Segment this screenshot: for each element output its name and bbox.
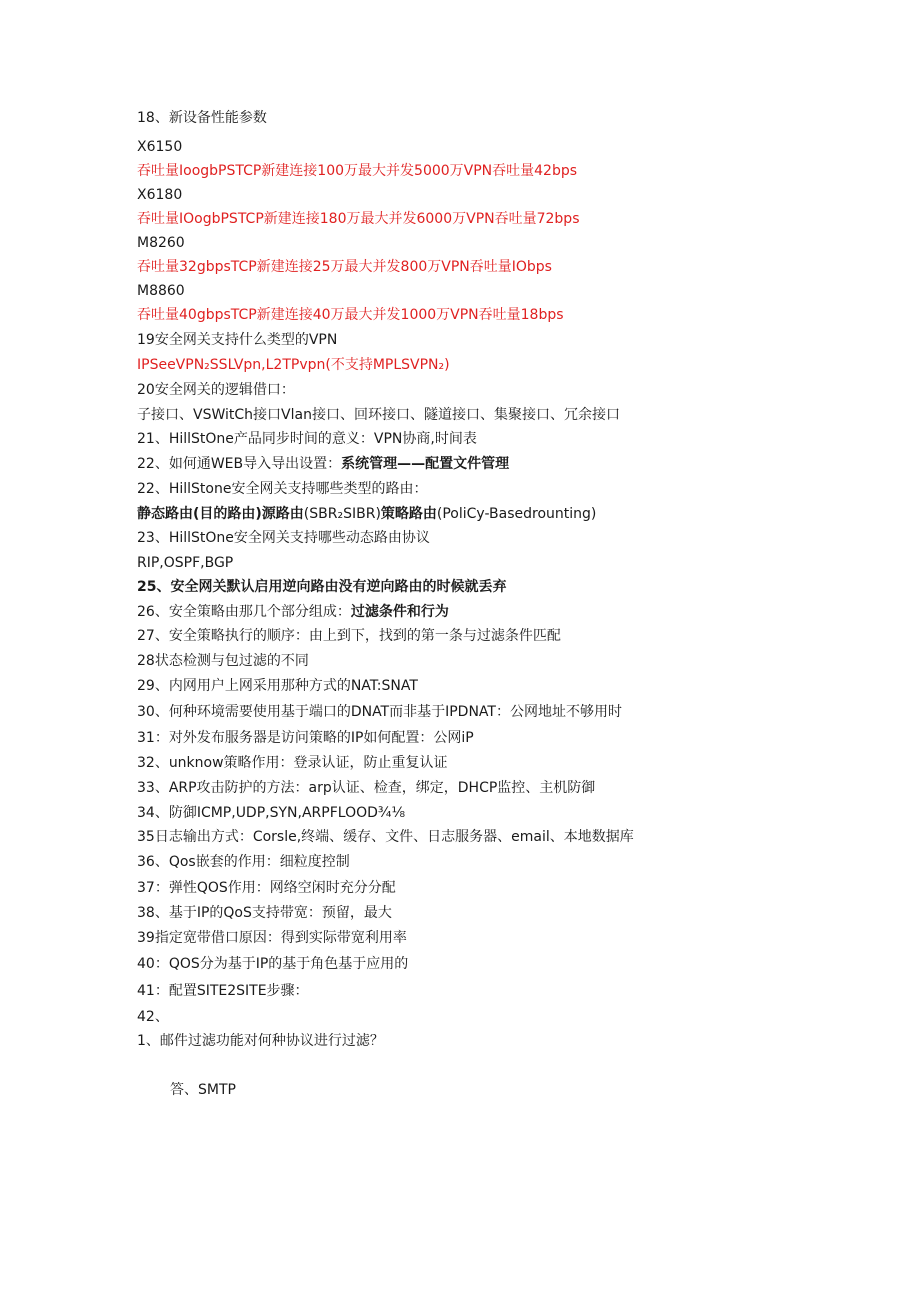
question-21: 21、HillStOne产品同步时间的意义：VPN协商,时间表 — [137, 431, 477, 447]
answer-19: IPSeeVPN₂SSLVpn,L2TPvpn(不支持MPLSVPN₂) — [137, 357, 450, 373]
question-23: 23、HillStOne安全网关支持哪些动态路由协议 — [137, 530, 430, 546]
answer-22a: 系统管理——配置文件管理 — [341, 456, 510, 472]
answer-22b — [137, 504, 596, 524]
question-20: 20安全网关的逻辑借口： — [137, 382, 295, 398]
answer-26: 过滤条件和行为 — [350, 604, 449, 620]
answer-22b-part4: (PoliCy-Basedrounting) — [436, 506, 597, 522]
spec-x6180: 吞吐量IOogbPSTCP新建连接180万最大并发6000万VPN吞吐量72bps — [137, 211, 580, 227]
answer-22b-part1: 静态路由(目的路由)源路由 — [137, 506, 304, 522]
question-22a-text: 22、如何通WEB导入导出设置： — [137, 456, 342, 472]
question-39: 39指定宽带借口原因：得到实际带宽利用率 — [137, 930, 407, 946]
question-30: 30、何种环境需要使用基于端口的DNAT而非基于IPDNAT：公网地址不够用时 — [137, 704, 622, 720]
question-22b: 22、HillStone安全网关支持哪些类型的路由： — [137, 481, 428, 497]
spec-x6150: 吞吐量IoogbPSTCP新建连接100万最大并发5000万VPN吞吐量42bps — [137, 163, 578, 179]
question-35: 35日志输出方式：Corsle,终端、缓存、文件、日志服务器、email、本地数据库 — [137, 829, 634, 845]
question-40: 40：QOS分为基于IP的基于角色基于应用的 — [137, 956, 409, 972]
question-19: 19安全网关支持什么类型的VPN — [137, 332, 338, 348]
question-38: 38、基于IP的QoS支持带宽：预留，最大 — [137, 905, 392, 921]
spec-m8860: 吞吐量40gbpsTCP新建连接40万最大并发1000万VPN吞吐量18bps — [137, 307, 564, 323]
question-18: 18、新设备性能参数 — [137, 110, 267, 126]
question-41: 41：配置SITE2SITE步骤： — [137, 983, 309, 999]
model-x6180: X6180 — [137, 187, 183, 203]
question-26 — [137, 602, 449, 622]
question-28: 28状态检测与包过滤的不同 — [137, 653, 309, 669]
question-36: 36、Qos嵌套的作用：细粒度控制 — [137, 854, 350, 870]
answer-22b-part3: 策略路由 — [380, 506, 437, 522]
question-26-text: 26、安全策略由那几个部分组成： — [137, 604, 351, 620]
question-29: 29、内网用户上网采用那种方式的NAT:SNAT — [137, 678, 418, 694]
answer-22b-part2: (SBR₂SIBR) — [303, 506, 381, 522]
question-31: 31：对外发布服务器是访问策略的IP如何配置：公网iP — [137, 730, 474, 746]
question-27: 27、安全策略执行的顺序：由上到下，找到的第一条与过滤条件匹配 — [137, 628, 561, 644]
answer-20: 子接口、VSWitCh接口Vlan接口、回环接口、隧道接口、集聚接口、冗余接口 — [137, 407, 620, 423]
question-33: 33、ARP攻击防护的方法：arp认证、检查，绑定，DHCP监控、主机防御 — [137, 780, 596, 796]
question-32: 32、unknow策略作用：登录认证，防止重复认证 — [137, 755, 448, 771]
question-25: 25、安全网关默认启用逆向路由没有逆向路由的时候就丢弃 — [137, 579, 507, 595]
model-m8260: M8260 — [137, 235, 185, 251]
question-42: 42、 — [137, 1009, 169, 1025]
sub-question-1: 1、邮件过滤功能对何种协议进行过滤？ — [137, 1033, 384, 1049]
question-37: 37：弹性QOS作用：网络空闲时充分分配 — [137, 880, 396, 896]
model-m8860: M8860 — [137, 283, 185, 299]
question-34: 34、防御ICMP,UDP,SYN,ARPFLOOD¾⅛ — [137, 805, 406, 821]
spec-m8260: 吞吐量32gbpsTCP新建连接25万最大并发800万VPN吞吐量IObps — [137, 259, 552, 275]
model-x6150: X6150 — [137, 139, 183, 155]
sub-answer-1: 答、SMTP — [170, 1082, 236, 1098]
question-22a — [137, 454, 509, 474]
answer-23: RIP,OSPF,BGP — [137, 555, 234, 571]
